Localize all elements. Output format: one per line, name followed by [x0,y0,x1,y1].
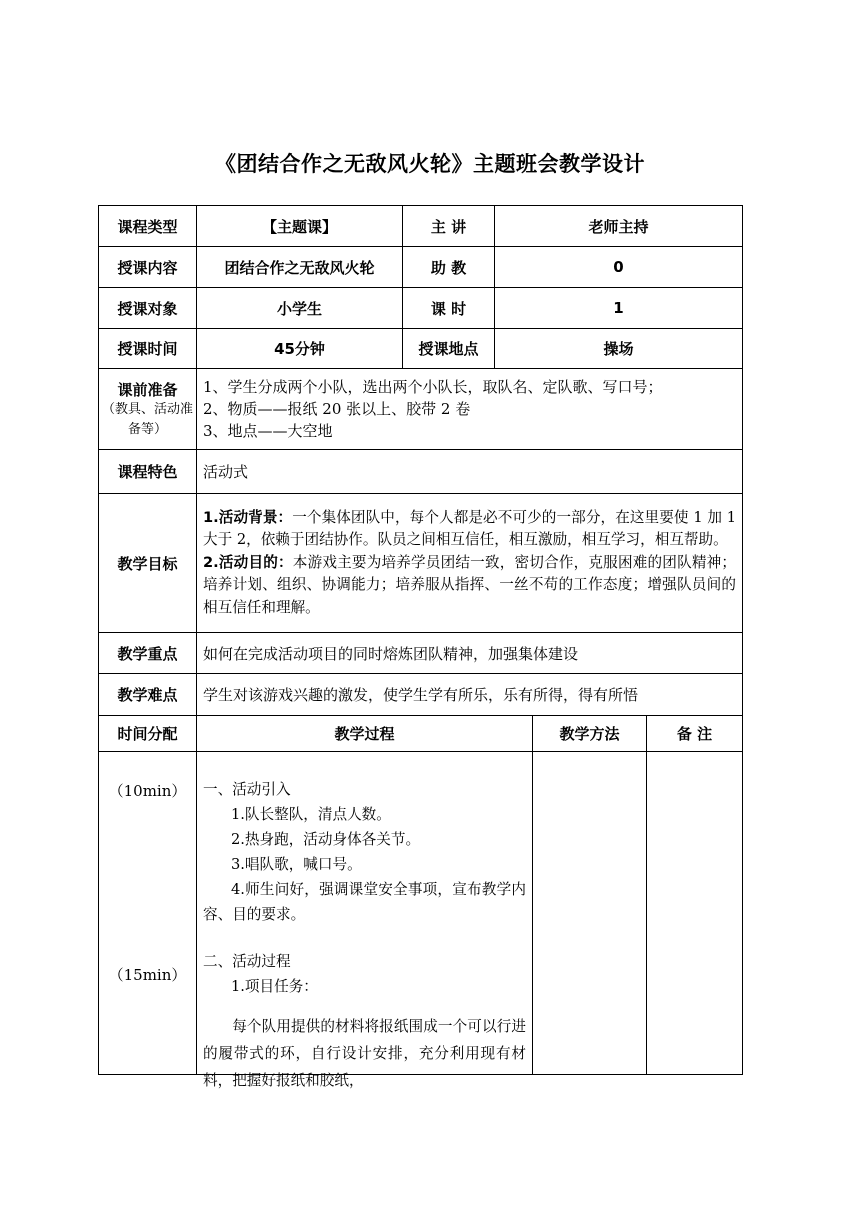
key-point-label: 教学重点 [99,633,197,674]
row-value: 操场 [495,329,743,369]
preparation-label: 课前准备 [117,380,178,399]
preparation-line: 3、地点——大空地 [203,422,333,440]
difficulty-row [99,674,743,716]
info-row [99,288,743,329]
time-allocation: （10min） [108,782,187,800]
row-label: 授课地点 [403,329,495,369]
row-value: 老师主持 [495,206,743,247]
time-allocation: （15min） [108,966,187,984]
preparation-sub-label: （教具、活动准备等） [101,401,193,437]
goal-purpose-heading: 2.活动目的： [203,553,293,571]
process-content [203,777,526,1094]
process-header-row [99,716,743,752]
preparation-label-cell [99,369,197,450]
row-value: 0 [495,247,743,288]
row-value: 小学生 [197,288,403,329]
header-method: 教学方法 [533,716,647,752]
header-process: 教学过程 [197,716,533,752]
step-item: 1.队长整队，清点人数。 [231,806,391,823]
process-row [99,752,743,1075]
row-value: 45分钟 [197,329,403,369]
note-cell [647,752,743,1075]
time-cell [99,752,197,1075]
section-heading: 一、活动引入 [203,781,291,798]
header-time: 时间分配 [99,716,197,752]
row-label: 主 讲 [403,206,495,247]
row-value: 团结合作之无敌风火轮 [197,247,403,288]
preparation-content [197,369,743,450]
method-cell [533,752,647,1075]
preparation-line: 1、学生分成两个小队，选出两个小队长，取队名、定队歌、写口号； [203,378,663,396]
row-label: 助 教 [403,247,495,288]
info-row [99,329,743,369]
goals-label: 教学目标 [99,494,197,633]
step-item: 4.师生问好，强调课堂安全事项，宣布教学内容、目的要求。 [203,881,526,923]
lesson-plan-table [98,205,743,1089]
key-point-row [99,633,743,674]
step-item: 3.唱队歌，喊口号。 [231,856,362,873]
page-title: 《团结合作之无敌风火轮》主题班会教学设计 [215,152,645,176]
feature-value: 活动式 [197,450,743,494]
feature-label: 课程特色 [99,450,197,494]
header-note: 备 注 [647,716,743,752]
goals-content [197,494,743,633]
difficulty-label: 教学难点 [99,674,197,716]
goals-row [99,494,743,633]
info-row [99,247,743,288]
row-label: 授课内容 [99,247,197,288]
row-value: 【主题课】 [197,206,403,247]
row-label: 课程类型 [99,206,197,247]
step-item: 2.热身跑，活动身体各关节。 [231,831,421,848]
goal-background-text: 一个集体团队中，每个人都是必不可少的一部分，在这里要使 1 加 1 大于 2，依赖于团结协作。队员之间相互信任，相互激励，相互学习，相互帮助。 [203,508,737,549]
info-row [99,206,743,247]
row-label: 授课对象 [99,288,197,329]
row-label: 授课时间 [99,329,197,369]
goal-background-heading: 1.活动背景： [203,508,293,526]
process-cell [197,752,533,1089]
row-value: 1 [495,288,743,329]
section-heading: 二、活动过程 [203,953,291,970]
feature-row [99,450,743,494]
preparation-line: 2、物质——报纸 20 张以上、胶带 2 卷 [203,400,471,418]
task-heading: 1.项目任务： [231,978,318,995]
key-point-value: 如何在完成活动项目的同时熔炼团队精神，加强集体建设 [197,633,743,674]
difficulty-value: 学生对该游戏兴趣的激发，使学生学有所乐，乐有所得，得有所悟 [197,674,743,716]
row-label: 课 时 [403,288,495,329]
task-text: 每个队用提供的材料将报纸围成一个可以行进的履带式的环，自行设计安排，充分利用现有材料，把握好报纸和胶纸， [203,1018,526,1089]
goal-purpose-text: 本游戏主要为培养学员团结一致，密切合作，克服困难的团队精神；培养计划、组织、协调能力；培养服从指挥、一丝不苟的工作态度；增强队员间的相互信任和理解。 [203,553,737,616]
preparation-row [99,369,743,450]
